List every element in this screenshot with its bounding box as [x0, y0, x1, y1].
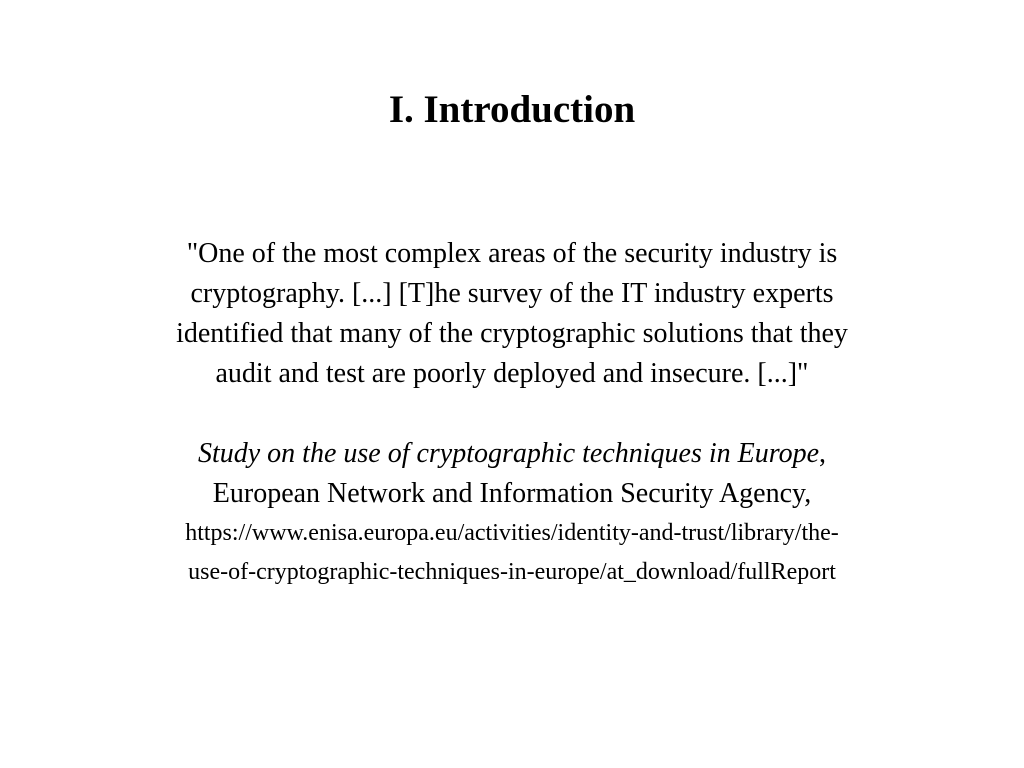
citation-title-line: [60, 434, 964, 474]
quote: [60, 234, 964, 394]
citation: [60, 434, 964, 592]
quote-line: identified that many of the cryptographic solutions that they: [176, 318, 848, 349]
citation-url-line: https://www.enisa.europa.eu/activities/identity-and-trust/library/the-: [185, 520, 839, 546]
quote-line: "One of the most complex areas of the security industry is: [186, 238, 838, 269]
quote-line: audit and test are poorly deployed and insecure. [...]": [215, 358, 809, 389]
citation-title-suffix: ,: [819, 438, 827, 469]
slide-title: I. Introduction: [388, 88, 636, 131]
slide-body: [60, 234, 964, 592]
citation-title: Study on the use of cryptographic techniques in Europe: [197, 438, 820, 469]
citation-publisher: European Network and Information Security Agency,: [212, 478, 812, 509]
quote-line: cryptography. [...] [T]he survey of the IT industry experts: [190, 278, 834, 309]
citation-url-line: use-of-cryptographic-techniques-in-europe/at_download/fullReport: [188, 559, 836, 585]
